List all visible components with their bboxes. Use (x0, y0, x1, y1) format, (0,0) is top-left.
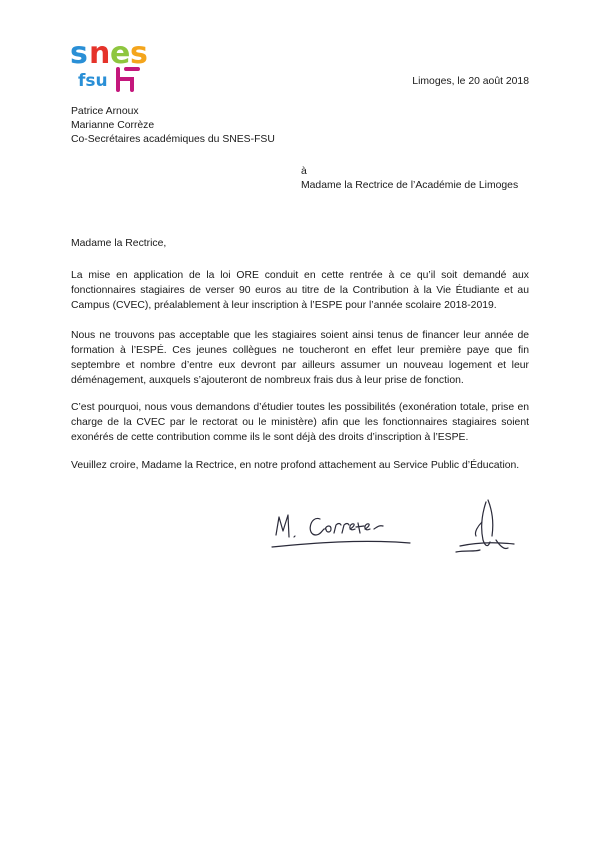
paragraph-1: La mise en application de la loi ORE conduit en cette rentrée à ce qu’il soit demandé aux fonctionnaires stagiaires de verser 90 euros au titre de la Contribution à la Vie Étudiante et au Campus (CVEC), préalablement à leur inscription à l’ESPE pour l’année scolaire 2018-2019. (71, 270, 529, 311)
recipient-name: Madame la Rectrice de l’Académie de Limoges (301, 180, 519, 192)
paragraph-4: Veuillez croire, Madame la Rectrice, en notre profond attachement au Service Public d’Éducation. (71, 460, 520, 471)
svg-text:n: n (89, 36, 111, 71)
svg-text:fsu: fsu (78, 71, 108, 91)
svg-text:s: s (70, 36, 88, 71)
letter-date: Limoges, le 20 août 2018 (412, 76, 529, 87)
sender-title: Co-Secrétaires académiques du SNES-FSU (71, 134, 275, 146)
sender-name-1: Patrice Arnoux (71, 106, 139, 117)
snes-fsu-logo (66, 36, 176, 94)
sender-name-2: Marianne Corrèze (71, 120, 155, 132)
salutation: Madame la Rectrice, (71, 238, 167, 249)
svg-text:e: e (110, 36, 131, 71)
paragraph-2: Nous ne trouvons pas acceptable que les stagiaires soient ainsi tenus de financer leur année de formation à l’ESPÉ. Ces jeunes collègues ne toucheront en effet leur première paye que fin septembre et nombre d’entre eux devront par ailleurs assumer un nouveau logement et leur déménagement, auxquels s’ajouteront de nombreux frais dus à leur prise de fonction. (71, 330, 529, 386)
signature-arnoux (452, 496, 524, 560)
recipient-prefix: à (301, 166, 307, 177)
signature-correze (262, 505, 414, 557)
recipient-block (301, 165, 518, 193)
paragraph-3: C’est pourquoi, nous vous demandons d’étudier toutes les possibilités (exonération totale, prise en charge de la CVEC par le rectorat ou le ministère) afin que les fonctionnaires stagiaires soient exonérés de cette contribution comme ils le sont déjà des droits d’inscription à l’ESPE. (71, 402, 529, 443)
sender-block (71, 105, 275, 148)
svg-text:s: s (130, 36, 148, 71)
